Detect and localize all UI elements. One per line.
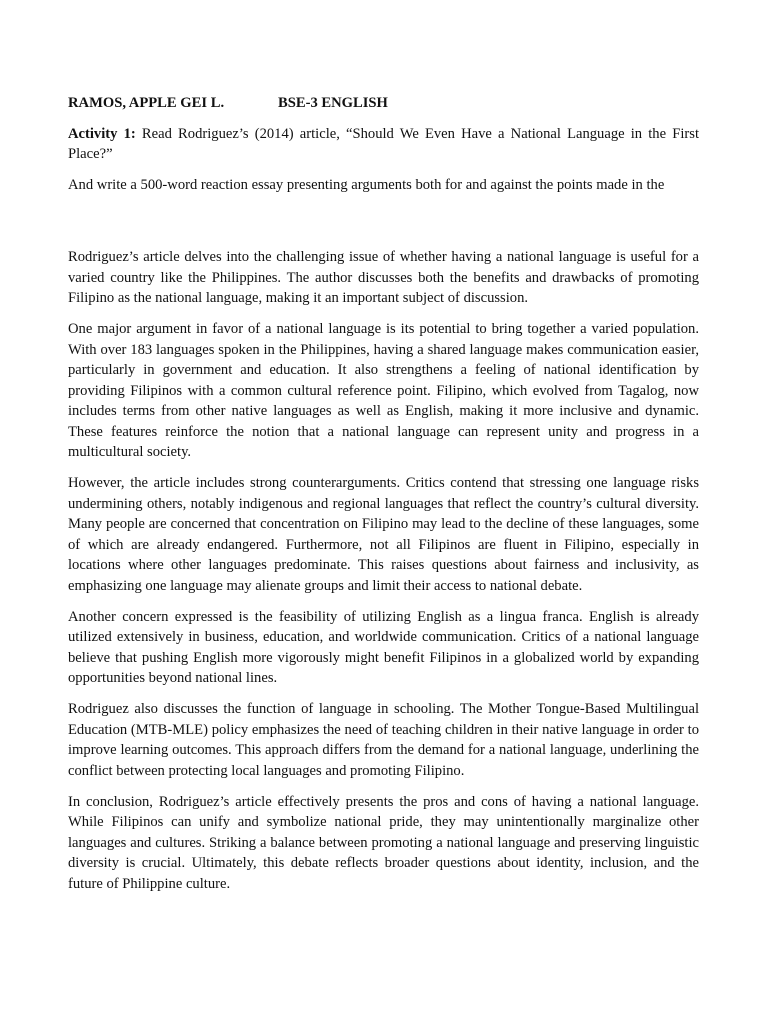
activity-text: Read Rodriguez’s (2014) article, “Should We Even Have a National Language in the First Place?” (68, 125, 699, 162)
spacer (68, 206, 699, 247)
activity-prompt (68, 124, 699, 165)
essay-paragraph-1: Rodriguez’s article delves into the challenging issue of whether having a national language is useful for a varied country like the Philippines. The author discusses both the benefits and drawbacks of promoting Filipino as the national language, making it an important subject of discussion. (68, 249, 699, 306)
essay-paragraph-6: In conclusion, Rodriguez’s article effectively presents the pros and cons of having a national language. While Filipinos can unify and symbolize national pride, they may unintentionally marginalize other languages and cultures. Striking a balance between promoting a national language and preserving linguistic diversity is crucial. Ultimately, this debate reflects broader questions about identity, inclusion, and the future of Philippine culture. (68, 793, 699, 892)
student-name: RAMOS, APPLE GEI L. (68, 95, 225, 111)
essay-paragraph-5: Rodriguez also discusses the function of language in schooling. The Mother Tongue-Based Multilingual Education (MTB-MLE) policy emphasizes the need of teaching children in their native language in order to improve learning outcomes. This approach differs from the demand for a national language, underlining the conflict between protecting local languages and promoting Filipino. (68, 701, 699, 779)
course-label: BSE-3 ENGLISH (278, 95, 388, 111)
essay-paragraph-4: Another concern expressed is the feasibility of utilizing English as a lingua franca. English is already utilized extensively in business, education, and worldwide communication. Critics of a national language believe that pushing English more vigorously might benefit Filipinos in a globalized world by expanding opportunities beyond national lines. (68, 608, 699, 686)
document-page (68, 93, 699, 905)
activity-instruction: And write a 500-word reaction essay presenting arguments both for and against the points made in the (68, 177, 665, 193)
essay-paragraph-2: One major argument in favor of a national language is its potential to bring together a varied population. With over 183 languages spoken in the Philippines, having a shared language makes communication easier, particularly in government and education. It also strengthens a feeling of national identification by providing Filipinos with a common cultural reference point. Filipino, which evolved from Tagalog, now includes terms from other native languages as well as English, making it more inclusive and dynamic. These features reinforce the notion that a national language can represent unity and progress in a multicultural society. (68, 321, 699, 460)
essay-paragraph-3: However, the article includes strong counterarguments. Critics contend that stressing one language risks undermining others, notably indigenous and regional languages that reflect the country’s cultural diversity. Many people are concerned that concentration on Filipino may lead to the decline of these languages, some of which are already endangered. Furthermore, not all Filipinos are fluent in Filipino, especially in locations where other languages predominate. This raises questions about fairness and inclusivity, as emphasizing one language may alienate groups and limit their access to national debate. (68, 475, 699, 594)
document-header (68, 93, 699, 114)
activity-label: Activity 1: (68, 125, 136, 142)
